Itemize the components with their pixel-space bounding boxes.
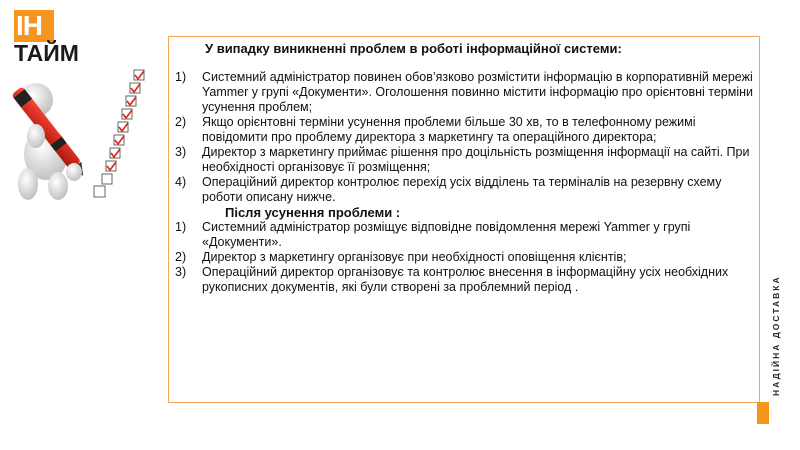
list-text: Якщо орієнтовні терміни усунення проблеми більше 30 хв, то в телефонному режимі повідомити про проблему директора з маркетингу та операційного директора; (202, 115, 696, 144)
checklist-illustration (6, 66, 156, 206)
list-item (175, 220, 753, 250)
person-with-pen-icon (6, 66, 156, 206)
logo-badge: ІН (14, 10, 54, 42)
list-item (175, 175, 753, 205)
list-number: 3) (175, 265, 187, 279)
logo-wordmark: ТАЙМ (14, 40, 79, 66)
section-heading-after: Після усунення проблеми : (225, 205, 401, 220)
company-logo (14, 10, 82, 66)
list-number: 2) (175, 115, 187, 129)
list-number: 1) (175, 220, 187, 234)
brand-tagline: НАДІЙНА ДОСТАВКА (771, 275, 781, 396)
list-number: 4) (175, 175, 187, 189)
list-text: Системний адміністратор розміщує відповідне повідомлення мережі Yammer у групі «Документи». (202, 220, 691, 249)
list-text: Операційний директор контролює перехід усіх відділень та терміналів на резервну схему роботи описану нижче. (202, 175, 722, 204)
list-item (175, 115, 753, 145)
list-item (175, 70, 753, 115)
problem-steps-list (175, 70, 753, 205)
list-text: Директор з маркетингу організовує при необхідності оповіщення клієнтів; (202, 250, 627, 264)
list-item (175, 250, 753, 265)
after-steps-list (175, 220, 753, 295)
procedure-text-box (168, 36, 760, 403)
list-text: Операційний директор організовує та контролює внесення в інформаційну усіх необхідних рукописних документів, які були створені за проблемний період . (202, 265, 729, 294)
list-number: 1) (175, 70, 187, 84)
heading-text: У випадку виникненні проблем в роботі інформаційної системи: (205, 41, 622, 56)
list-text: Директор з маркетингу приймає рішення про доцільність розміщення інформації на сайті. При необхідності організовує її розміщення; (202, 145, 750, 174)
list-item (175, 145, 753, 175)
list-text: Системний адміністратор повинен обов’язково розмістити інформацію в корпоративній мережі Yammer у групі «Документи». Оголошення повинно містити інформацію про орієнтовні терміни усунення проблем; (202, 70, 753, 114)
list-number: 2) (175, 250, 187, 264)
section-heading-problems (175, 41, 753, 56)
list-item (175, 265, 753, 295)
list-number: 3) (175, 145, 187, 159)
brand-accent-mark (757, 402, 769, 424)
